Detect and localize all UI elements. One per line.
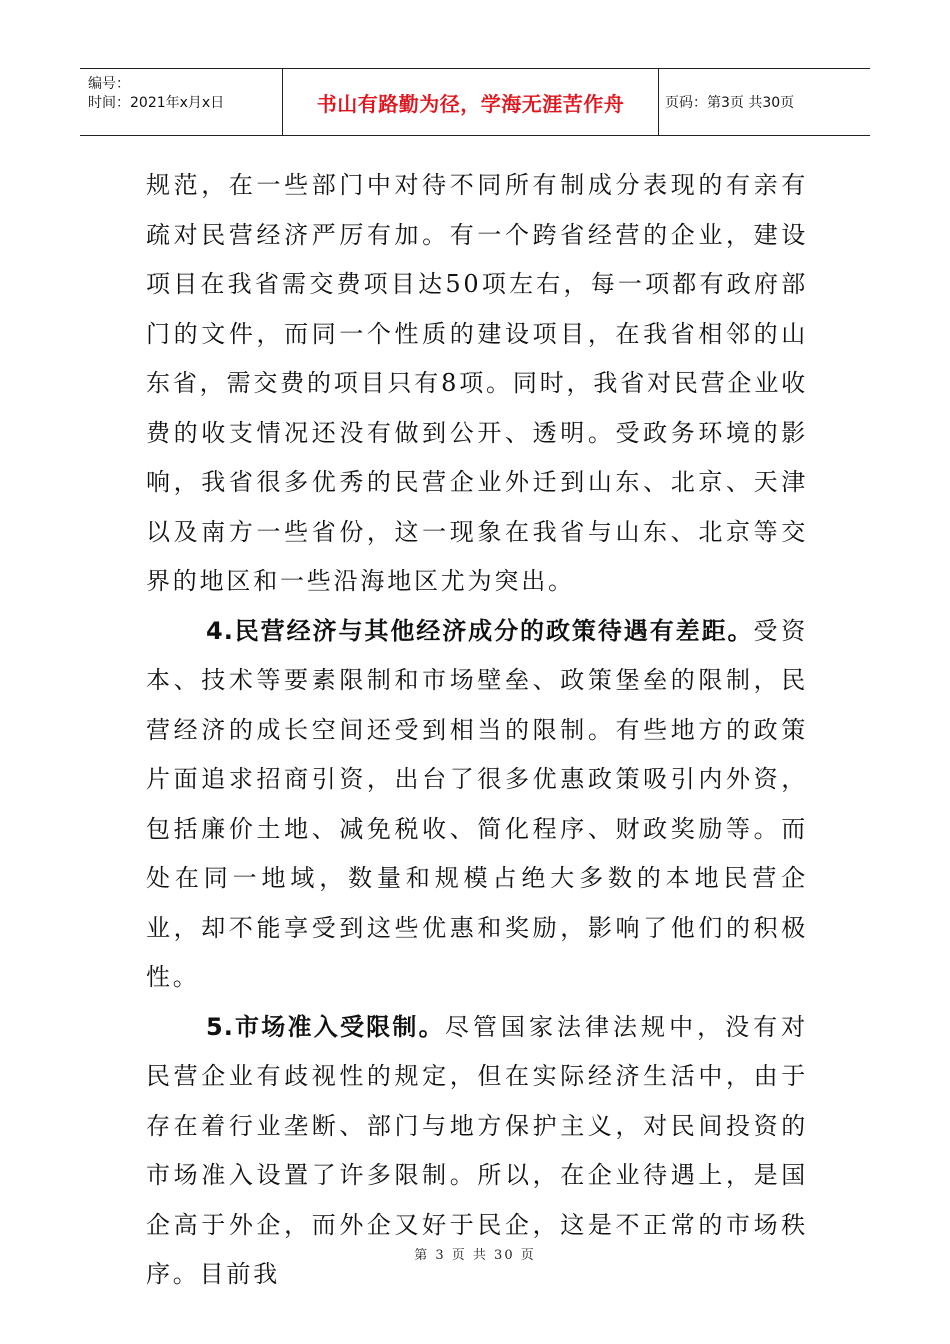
page-footer: 第 3 页 共 30 页	[414, 1248, 536, 1263]
document-date-label: 时间：2021年x月x日	[88, 95, 225, 111]
document-number-label: 编号：	[88, 76, 130, 92]
section-heading: 4.民营经济与其他经济成分的政策待遇有差距。	[206, 616, 754, 645]
paragraph-text: 尽管国家法律法规中，没有对民营企业有歧视性的规定，但在实际经济生活中，由于存在着行业垄断、部门与地方保护主义，对民间投资的市场准入设置了许多限制。所以，在企业待遇上，是国企高于外企，而外企又好于民企，这是不正常的市场秩序。目前我	[146, 1012, 808, 1288]
paragraph-text: 规范，在一些部门中对待不同所有制成分表现的有亲有疏对民营经济严厉有加。有一个跨省经营的企业，建设项目在我省需交费项目达50项左右，每一项都有政府部门的文件，而同一个性质的建设项目，在我省相邻的山东省，需交费的项目只有8项。同时，我省对民营企业收费的收支情况还没有做到公开、透明。受政务环境的影响，我省很多优秀的民营企业外迁到山东、北京、天津以及南方一些省份，这一现象在我省与山东、北京等交界的地区和一些沿海地区尤为突出。	[146, 171, 808, 595]
paragraph	[146, 607, 808, 1003]
header-motto: 书山有路勤为径，学海无涯苦作舟	[282, 69, 659, 135]
page-header	[80, 68, 870, 136]
header-page-info: 页码：第3页 共30页	[665, 95, 795, 111]
paragraph	[146, 161, 808, 607]
header-meta	[80, 69, 282, 135]
paragraph-text: 受资本、技术等要素限制和市场壁垒、政策堡垒的限制，民营经济的成长空间还受到相当的限制。有些地方的政策片面追求招商引资，出台了很多优惠政策吸引内外资，包括廉价土地、减免税收、简化程序、财政奖励等。而处在同一地域，数量和规模占绝大多数的本地民营企业，却不能享受到这些优惠和奖励，影响了他们的积极性。	[146, 616, 808, 991]
document-body	[146, 161, 808, 1300]
section-heading: 5.市场准入受限制。	[206, 1012, 445, 1041]
